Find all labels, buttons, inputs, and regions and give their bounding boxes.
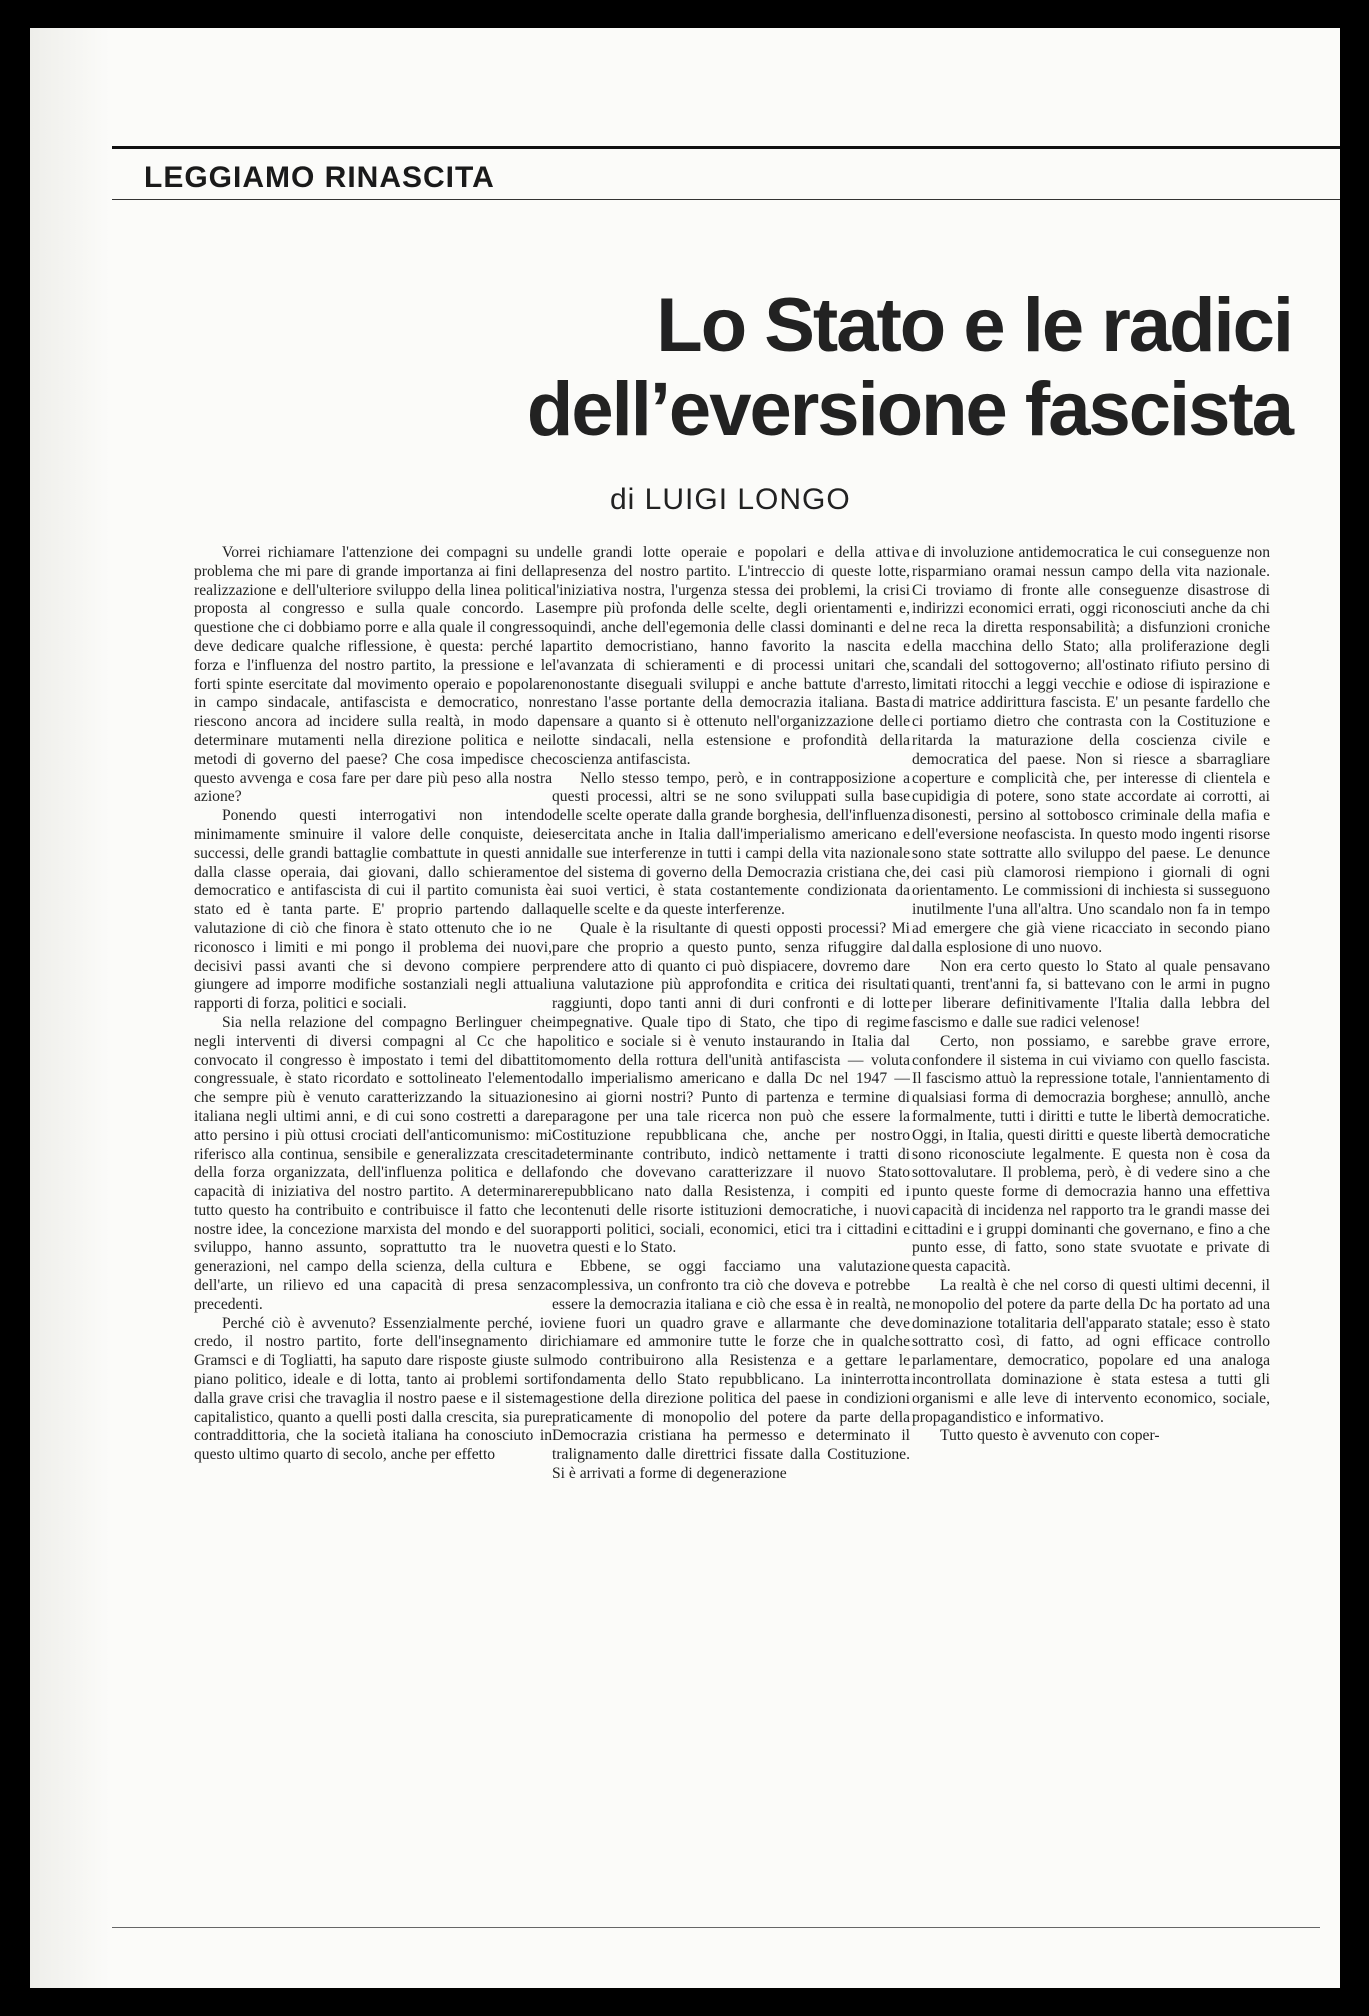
page-margin-shadow — [30, 28, 110, 1988]
paragraph: Certo, non possiamo, e sarebbe grave errore, confondere il sistema in cui viviamo con quello fascista. Il fascismo attuò la repressione totale, l'annientamento di qualsiasi forma di democrazia borghese; annullò, anche formalmente, tutti i diritti e tutte le libertà democratiche. Oggi, in Italia, questi diritti e queste libertà democratiche sono riconosciute legalmente. E questa non è cosa da sottovalutare. Il problema, però, è di vedere sino a che punto queste forme di democrazia hanno una effettiva capacità di incidenza nel rapporto tra le grandi masse dei cittadini e i gruppi dominanti che governano, e fino a che punto esse, di fatto, sono state svuotate e private di questa capacità. — [912, 1032, 1270, 1276]
title-line-1: Lo Stato e le radici — [656, 283, 1292, 368]
paragraph: Perché ciò è avvenuto? Essenzialmente perché, io credo, il nostro partito, forte dell'insegnamento di Gramsci e di Togliatti, ha saputo dare risposte giuste sul piano politico, ideale e di lotta, tanto ai problemi sorti dalla grave crisi che travaglia il nostro paese e il sistema capitalistico, quanto a quelli posti dalla crescita, sia pure contraddittoria, che la società italiana ha conosciuto in questo ultimo quarto di secolo, anche per effetto — [194, 1314, 552, 1464]
text-column-1 — [194, 544, 552, 1916]
paragraph: La realtà è che nel corso di questi ultimi decenni, il monopolio del potere da parte della Dc ha portato ad una dominazione totalitaria dell'apparato statale; esso è stato sottratto così, di fatto, ad ogni efficace controllo parlamentare, democratico, popolare ed una analoga incontrollata dominazione è stata estesa a tutti gli organismi e alle leve di intervento economico, sociale, propagandistico e informativo. — [912, 1277, 1270, 1426]
paragraph: Nello stesso tempo, però, e in contrapposizione a questi processi, altri se ne sono sviluppati sulla base delle scelte operate dalla grande borghesia, dell'influenza esercitata anche in Italia dall'imperialismo americano e dalle sue interferenze in tutti i campi della vita nazionale e del sistema di governo della Democrazia cristiana che, ai suoi vertici, è stata costantemente condizionata da quelle scelte e da queste interferenze. — [552, 769, 910, 919]
scanned-page — [30, 28, 1340, 1988]
header-subrule — [112, 199, 1340, 200]
header-rule — [112, 146, 1340, 149]
article-title — [527, 284, 1292, 452]
paragraph: Sia nella relazione del compagno Berlinguer che negli interventi di diversi compagni al Cc che ha convocato il congresso è impostato i temi del dibattito congressuale, è stato ricordato e sottolineato l'elemento che sempre più è venuto caratterizzando la situazione italiana negli ultimi anni, e di cui sono costretti a dare atto persino i più ottusi crociati dell'anticomunismo: mi riferisco alla continua, sensibile e generalizzata crescita della forza organizzata, dell'influenza politica e della capacità di iniziativa del nostro partito. A determinare tutto questo ha contribuito e contribuisce il fatto che le nostre idee, la concezione marxista del mondo e del suo sviluppo, hanno assunto, soprattutto tra le nuove generazioni, nel campo della scienza, della cultura e dell'arte, un rilievo ed una capacità di presa senza precedenti. — [194, 1013, 552, 1313]
section-label: LEGGIAMO RINASCITA — [144, 161, 495, 194]
title-line-2: dell’eversione fascista — [526, 367, 1292, 452]
paragraph: delle grandi lotte operaie e popolari e della attiva presenza del nostro partito. L'intreccio di queste lotte, l'iniziativa nostra, l'urgenza stessa dei problemi, la crisi sempre più profonda delle scelte, degli orientamenti e, quindi, anche dell'egemonia delle classi dominanti e del partito democristiano, hanno favorito la nascita e l'avanzata di schieramenti e di processi unitari che, nonostante diseguali sviluppi e anche battute d'arresto, restano l'asse portante della democrazia italiana. Basta pensare a quanto si è ottenuto nell'organizzazione delle lotte sindacali, nella estensione e profondità della coscienza antifascista. — [552, 544, 910, 768]
paragraph: e di involuzione antidemocratica le cui conseguenze non risparmiano oramai nessun campo della vita nazionale. Ci troviamo di fronte alle conseguenze disastrose di indirizzi economici errati, oggi riconosciuti anche da chi ne reca la diretta responsabilità; a disfunzioni croniche della macchina dello Stato; alla proliferazione degli scandali del sottogoverno; all'ostinato rifiuto persino di limitati ritocchi a leggi vecchie e odiose di ispirazione e di matrice addirittura fascista. E' un pesante fardello che ci portiamo dietro che contrasta con la Costituzione e ritarda la maturazione della coscienza civile e democratica del paese. Non si riesce a sbarragliare coperture e complicità che, per interesse di clientela e cupidigia di potere, sono state accordate ai corrotti, ai disonesti, persino al sottobosco criminale della mafia e dell'eversione neofascista. In questo modo ingenti risorse sono state sottratte allo sviluppo del paese. Le denunce dei casi più clamorosi riempiono i giornali di ogni orientamento. Le commissioni di inchiesta si susseguono inutilmente l'una all'altra. Uno scandalo non fa in tempo ad emergere che già viene ricacciato in secondo piano dalla esplosione di uno nuovo. — [912, 544, 1270, 956]
paragraph: Tutto questo è avvenuto con coper- — [940, 1427, 1160, 1445]
byline: di LUIGI LONGO — [610, 483, 851, 516]
footer-rule — [112, 1927, 1320, 1928]
paragraph: Ebbene, se oggi facciamo una valutazione complessiva, un confronto tra ciò che doveva e potrebbe essere la democrazia italiana e ciò che essa è in realtà, ne viene fuori un quadro grave e allarmante che deve richiamare ed ammonire tutte le forze che in qualche modo contribuirono alla Resistenza e a gettare le fondamenta dello Stato repubblicano. La ininterrotta gestione della direzione politica del paese in condizioni praticamente di monopolio del potere da parte della Democrazia cristiana ha permesso e determinato il tralignamento dalle direttrici fissate dalla Costituzione. Si è arrivati a forme di degenerazione — [552, 1258, 910, 1483]
paragraph: Non era certo questo lo Stato al quale pensavano quanti, trent'anni fa, si battevano con le armi in pugno per liberare definitivamente l'Italia dalla lebbra del fascismo e dalle sue radici velenose! — [912, 957, 1270, 1031]
paragraph: Vorrei richiamare l'attenzione dei compagni su un problema che mi pare di grande importanza ai fini della realizzazione e dell'ulteriore sviluppo della linea politica proposta al congresso e sulla quale concordo. La questione che ci dobbiamo porre e alla quale il congresso deve dedicare qualche riflessione, è questa: perché la forza e l'influenza del nostro partito, la pressione e le forti spinte esercitate dal movimento operaio e popolare in campo sindacale, antifascista e democratico, non riescono ancora ad incidere sulla realtà, in modo da determinare mutamenti nella direzione politica e nei metodi di governo del paese? Che cosa impedisce che questo avvenga e cosa fare per dare più peso alla nostra azione? — [194, 544, 552, 806]
paragraph: Quale è la risultante di questi opposti processi? Mi pare che proprio a questo punto, senza rifuggire dal prendere atto di quanto ci può dispiacere, dovremo dare una valutazione più approfondita e critica dei risultati raggiunti, dopo tanti anni di duri confronti e di lotte impegnative. Quale tipo di Stato, che tipo di regime politico e sociale si è venuto instaurando in Italia dal momento della rottura dell'unità antifascista — voluta dallo imperialismo americano e dalla Dc nel 1947 — sino ai giorni nostri? Punto di partenza e termine di paragone per una tale ricerca non può che essere la Costituzione repubblicana che, anche per nostro determinante contributo, indicò nettamente i tratti di fondo che dovevano caratterizzare il nuovo Stato repubblicano nato dalla Resistenza, i compiti ed i contenuti delle risorte istituzioni democratiche, i nuovi rapporti politici, sociali, economici, etici tra i cittadini e tra questi e lo Stato. — [552, 919, 910, 1257]
text-column-2 — [552, 544, 910, 1916]
paragraph: Ponendo questi interrogativi non intendo minimamente sminuire il valore delle conquiste, dei successi, delle grandi battaglie combattute in questi anni dalla classe operaia, dai giovani, dallo schieramento democratico e antifascista di cui il partito comunista è stato ed è tanta parte. E' proprio partendo dalla valutazione di ciò che finora è stato ottenuto che io ne riconosco i limiti e mi pongo il problema dei nuovi, decisivi passi avanti che si devono compiere per giungere ad imporre modifiche sostanziali negli attuali rapporti di forza, politici e sociali. — [194, 807, 552, 1013]
text-column-3 — [912, 544, 1270, 1916]
